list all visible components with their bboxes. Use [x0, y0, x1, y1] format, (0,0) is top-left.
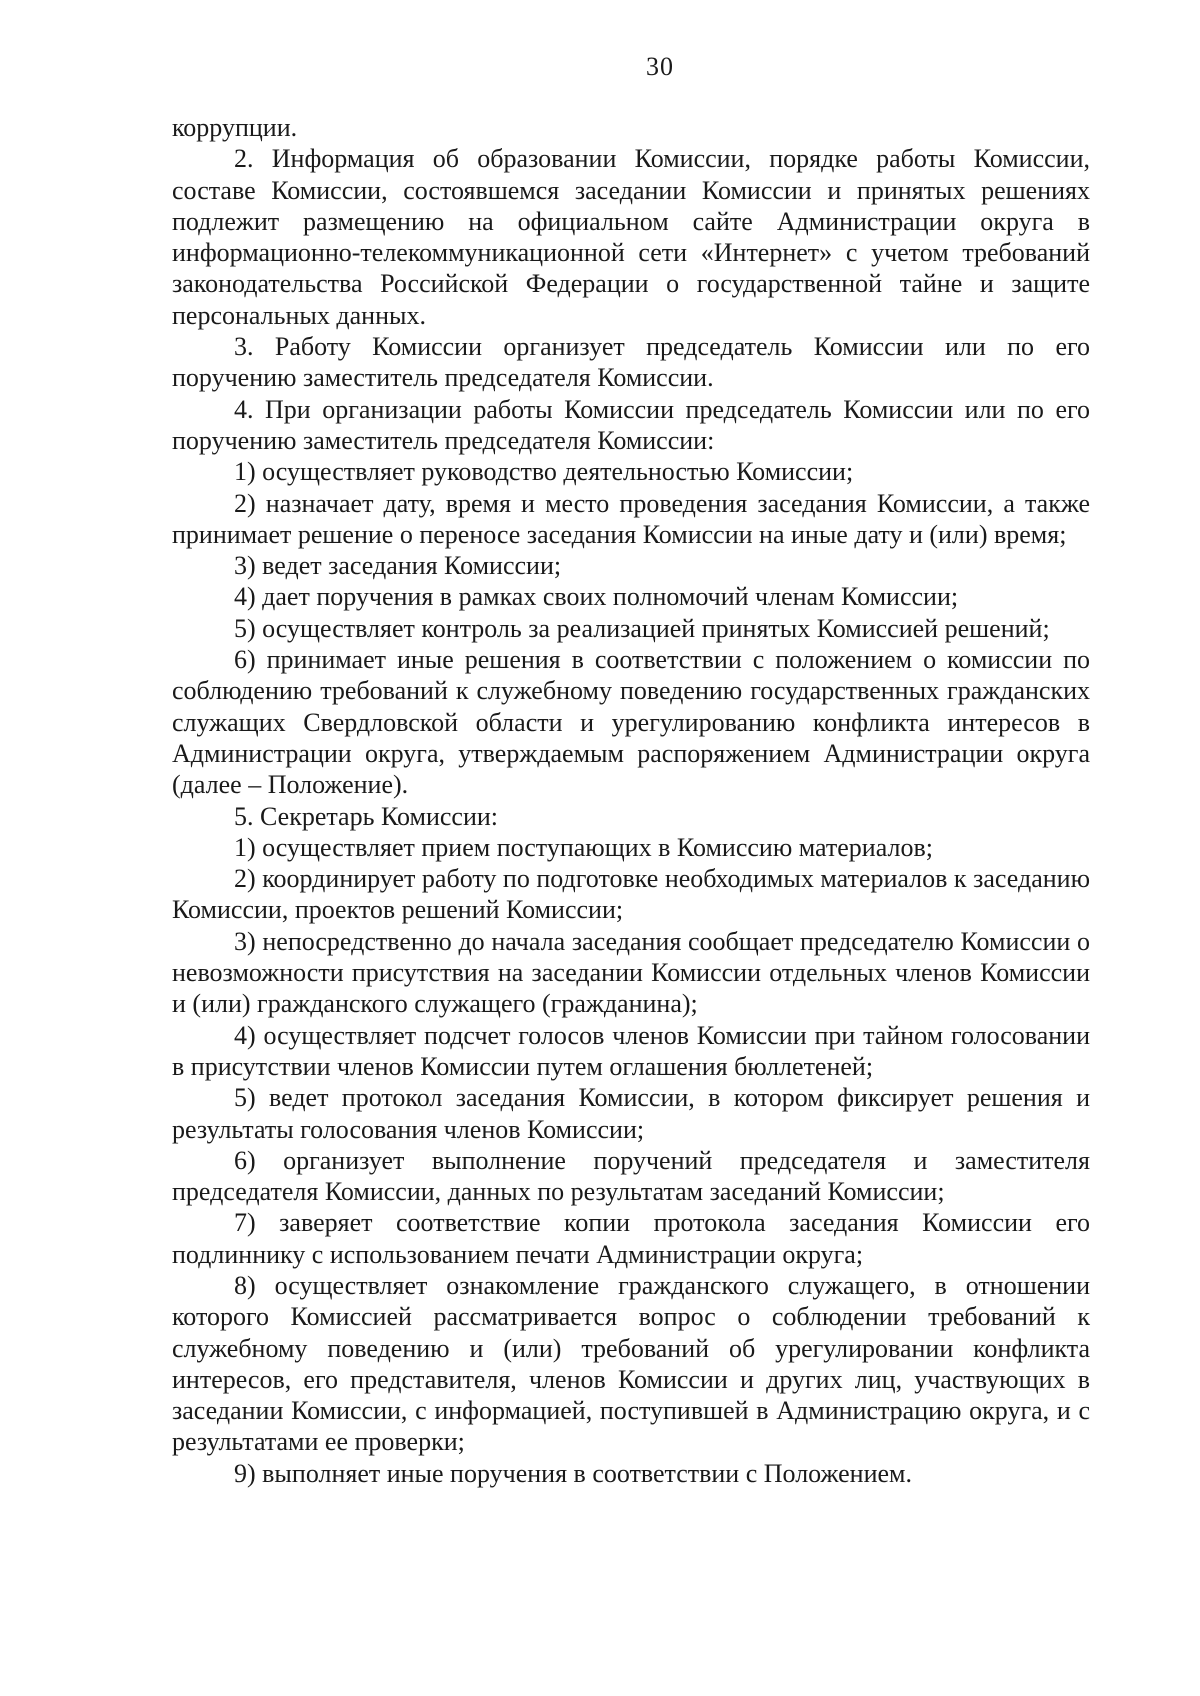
- list-item: 3) непосредственно до начала заседания сообщает председателю Комиссии о невозможности присутствия на заседании Комиссии отдельных членов Комиссии и (или) гражданского служащего (гражданина);: [172, 926, 1090, 1019]
- list-item: 9) выполняет иные поручения в соответствии с Положением.: [234, 1458, 913, 1488]
- list-item: 6) организует выполнение поручений председателя и заместителя председателя Комиссии, данных по результатам заседаний Комиссии;: [172, 1145, 1090, 1207]
- paragraph: 2. Информация об образовании Комиссии, порядке работы Комиссии, составе Комиссии, состоявшемся заседании Комиссии и принятых решениях подлежит размещению на официальном сайте Администрации округа в информационно-телекоммуникационной сети «Интернет» с учетом требований законодательства Российской Федерации о государственной тайне и защите персональных данных.: [172, 144, 1090, 330]
- list-item: 6) принимает иные решения в соответствии с положением о комиссии по соблюдению требований к служебному поведению государственных гражданских служащих Свердловской области и урегулированию конфликта интересов в Администрации округа, утверждаемым распоряжением Администрации округа (далее – Положение).: [172, 645, 1090, 800]
- paragraph: 3. Работу Комиссии организует председатель Комиссии или по его поручению заместитель председателя Комиссии.: [172, 332, 1090, 393]
- page-number: 30: [646, 52, 674, 81]
- list-item: 1) осуществляет руководство деятельностью Комиссии;: [234, 457, 854, 487]
- paragraph: 5. Секретарь Комиссии:: [234, 801, 498, 831]
- list-item: 7) заверяет соответствие копии протокола заседания Комиссии его подлиннику с использованием печати Администрации округа;: [172, 1208, 1090, 1269]
- list-item: 5) ведет протокол заседания Комиссии, в котором фиксирует решения и результаты голосования членов Комиссии;: [172, 1083, 1090, 1144]
- list-item: 3) ведет заседания Комиссии;: [234, 551, 562, 581]
- list-item: 2) назначает дату, время и место проведения заседания Комиссии, а также принимает решение о переносе заседания Комиссии на иные дату и (или) время;: [172, 488, 1090, 549]
- list-item: 8) осуществляет ознакомление гражданского служащего, в отношении которого Комиссией рассматривается вопрос о соблюдении требований к служебному поведению и (или) требований об урегулировании конфликта интересов, его представителя, членов Комиссии и других лиц, участвующих в заседании Комиссии, с информацией, поступившей в Администрацию округа, и с результатами ее проверки;: [172, 1270, 1090, 1457]
- list-item: 5) осуществляет контроль за реализацией принятых Комиссией решений;: [234, 613, 1050, 643]
- list-item: 4) осуществляет подсчет голосов членов Комиссии при тайном голосовании в присутствии членов Комиссии путем оглашения бюллетеней;: [172, 1020, 1090, 1081]
- list-item: 1) осуществляет прием поступающих в Комиссию материалов;: [234, 832, 933, 862]
- paragraph: коррупции.: [172, 113, 298, 142]
- list-item: 4) дает поручения в рамках своих полномочий членам Комиссии;: [234, 582, 959, 612]
- paragraph: 4. При организации работы Комиссии председатель Комиссии или по его поручению заместитель председателя Комиссии:: [172, 394, 1090, 455]
- document-body: [172, 112, 1090, 1489]
- list-item: 2) координирует работу по подготовке необходимых материалов к заседанию Комиссии, проектов решений Комиссии;: [172, 864, 1090, 925]
